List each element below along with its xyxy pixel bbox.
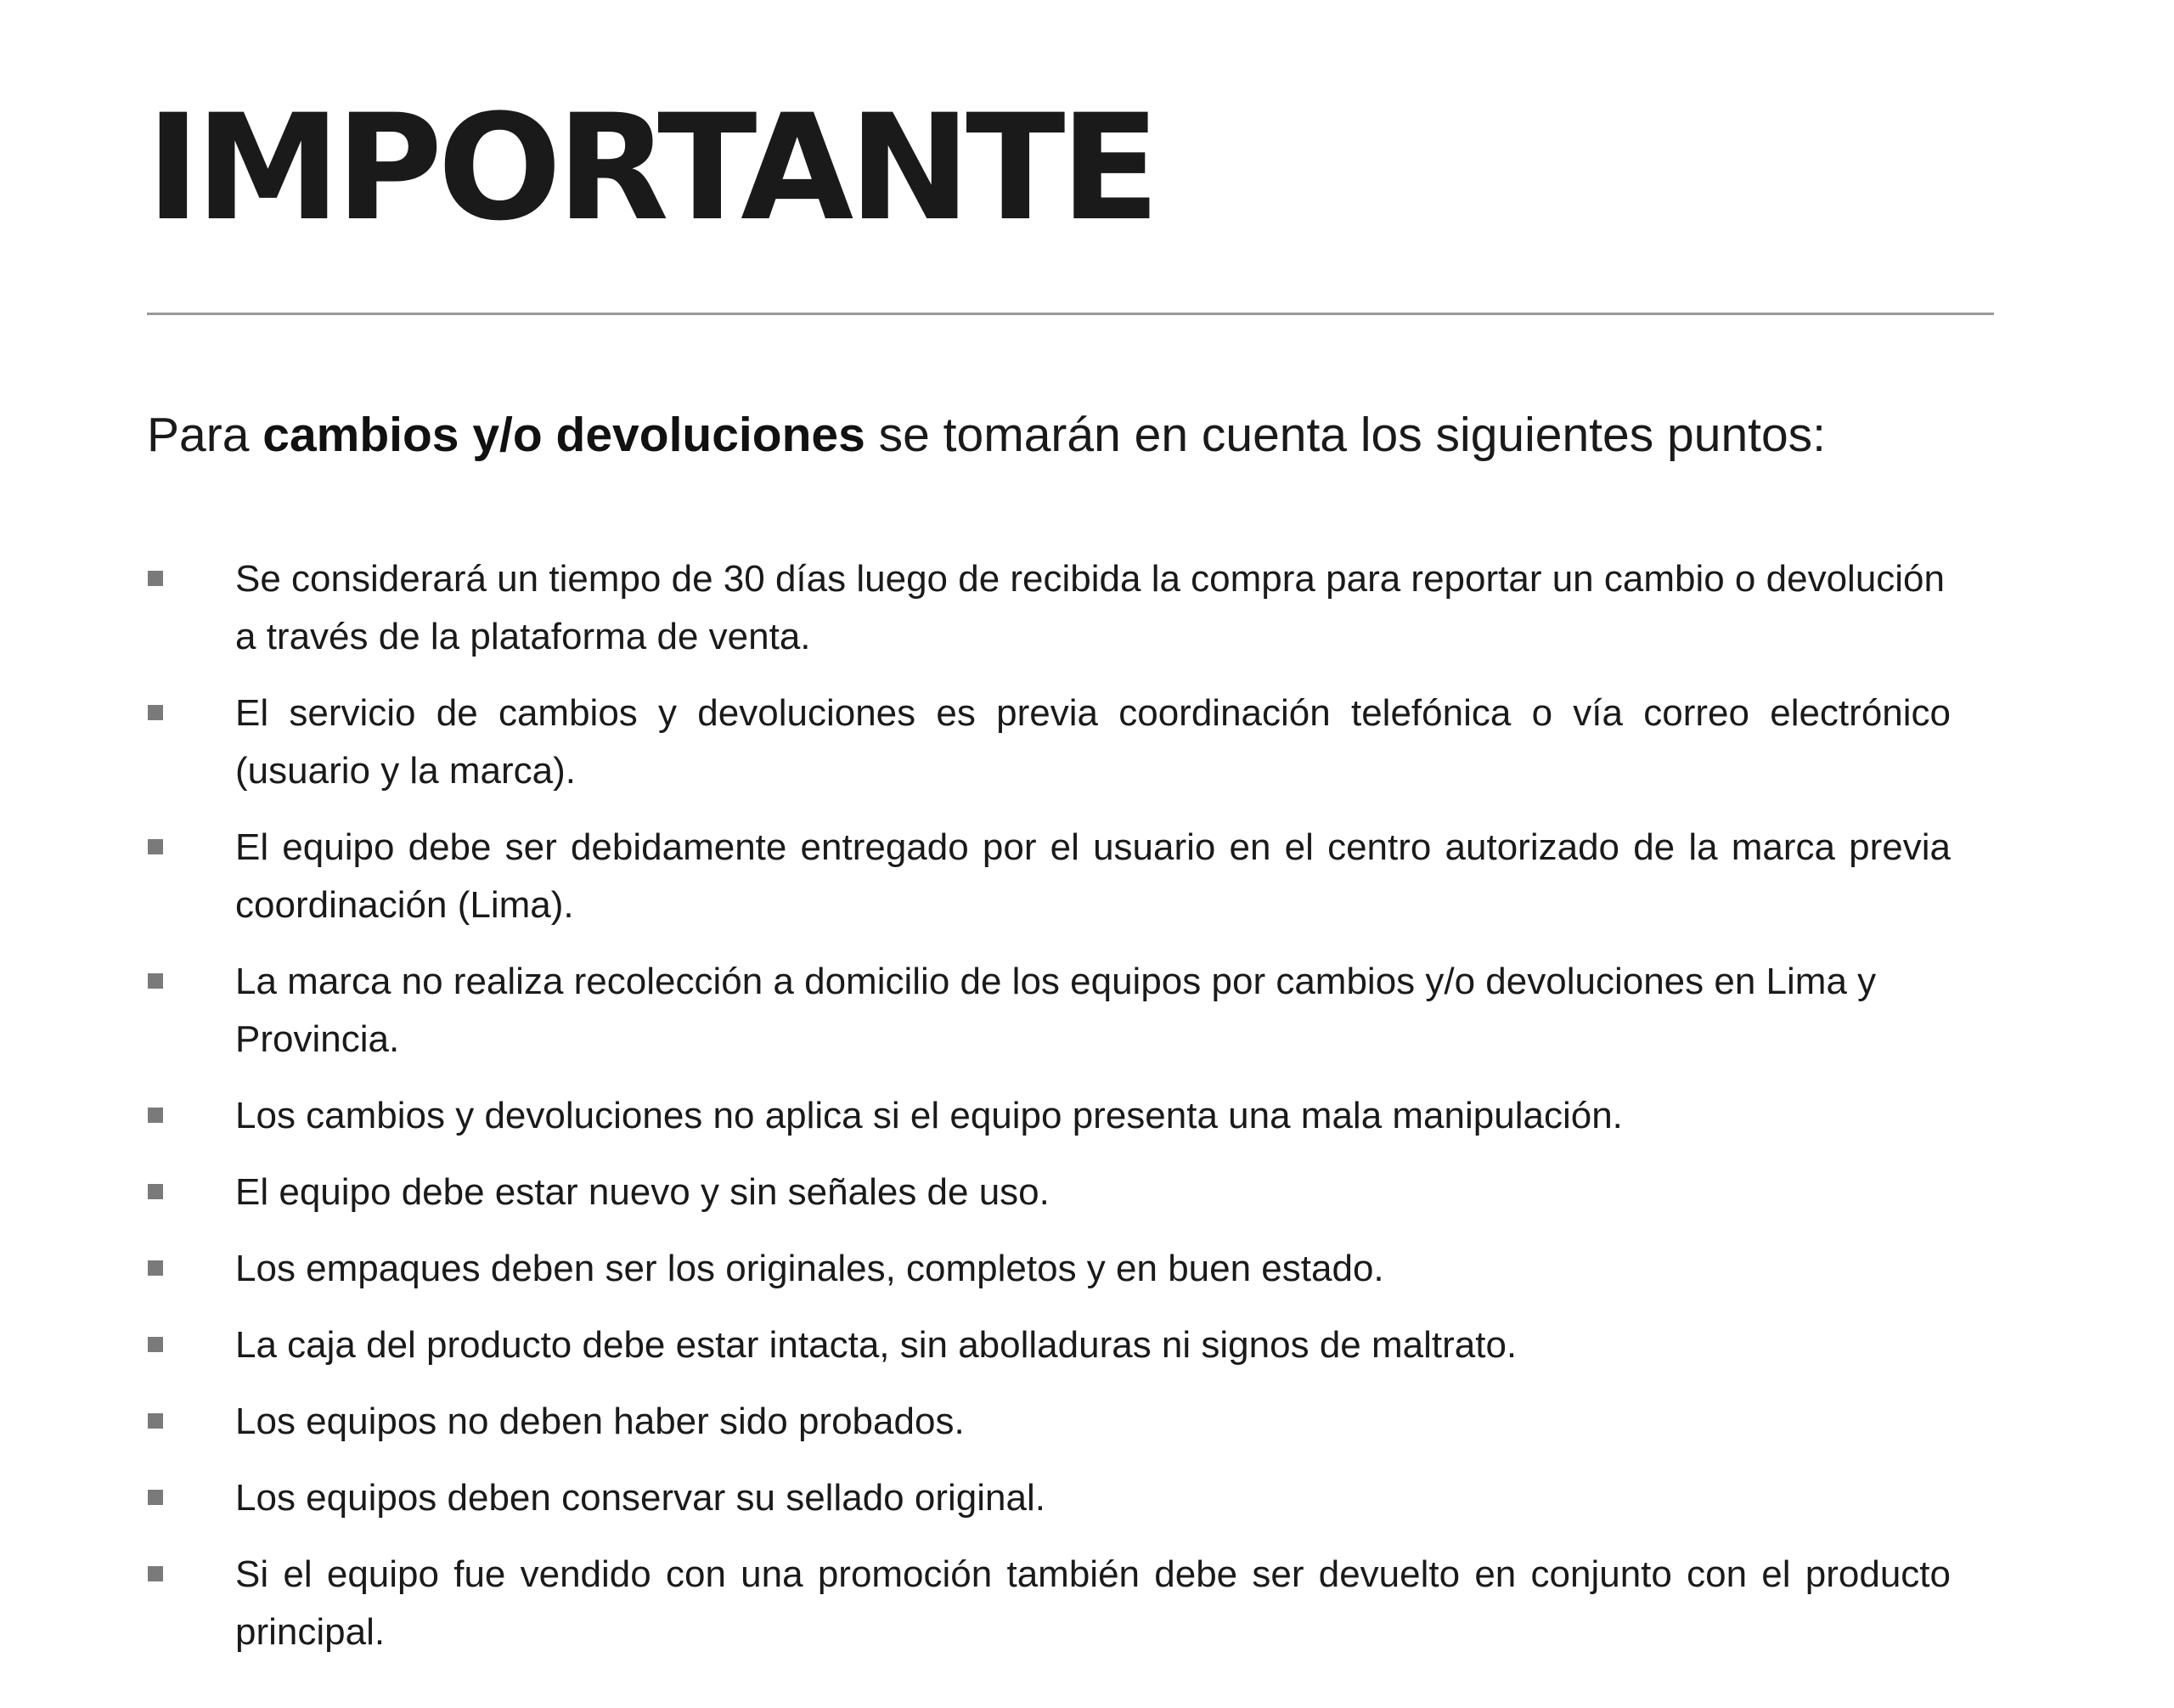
square-bullet-icon bbox=[148, 1566, 163, 1581]
square-bullet-icon bbox=[148, 1184, 163, 1199]
list-item-text: Los equipos no deben haber sido probados. bbox=[235, 1401, 965, 1442]
list-item-text: Los cambios y devoluciones no aplica si el equipo presenta una mala manipulación. bbox=[235, 1095, 1623, 1136]
list-item-text: El equipo debe estar nuevo y sin señales de uso. bbox=[235, 1171, 1050, 1213]
square-bullet-icon bbox=[148, 1337, 163, 1352]
square-bullet-icon bbox=[148, 1108, 163, 1123]
list-item-text: La caja del producto debe estar intacta, sin abolladuras ni signos de maltrato. bbox=[235, 1324, 1518, 1366]
intro-bold: cambios y/o devoluciones bbox=[262, 408, 865, 462]
list-item-text: El servicio de cambios y devoluciones es previa coordinación telefónica o vía correo electrónico (usuario y la marca). bbox=[235, 692, 1951, 792]
square-bullet-icon bbox=[148, 1490, 163, 1505]
square-bullet-icon bbox=[148, 839, 163, 854]
square-bullet-icon bbox=[148, 705, 163, 720]
page-title: IMPORTANTE bbox=[146, 82, 1156, 253]
list-item-text: Los equipos deben conservar su sellado original. bbox=[235, 1477, 1045, 1519]
square-bullet-icon bbox=[148, 1413, 163, 1429]
intro-paragraph bbox=[147, 404, 1826, 465]
list-item-text: Los empaques deben ser los originales, completos y en buen estado. bbox=[235, 1248, 1384, 1289]
list-item-text: Si el equipo fue vendido con una promoción también debe ser devuelto en conjunto con el producto principal. bbox=[235, 1553, 1951, 1653]
list-item-text: La marca no realiza recolección a domicilio de los equipos por cambios y/o devoluciones en Lima y Provincia. bbox=[235, 961, 1877, 1060]
intro-suffix: se tomarán en cuenta los siguientes puntos: bbox=[865, 408, 1827, 462]
list-item-text: Se considerará un tiempo de 30 días luego de recibida la compra para reportar un cambio o devolución a través de la plataforma de venta. bbox=[235, 558, 1945, 657]
intro-prefix: Para bbox=[147, 408, 263, 462]
square-bullet-icon bbox=[148, 571, 163, 586]
square-bullet-icon bbox=[148, 1260, 163, 1276]
list-item-text: El equipo debe ser debidamente entregado por el usuario en el centro autorizado de la marca previa coordinación (Lima). bbox=[235, 826, 1951, 926]
square-bullet-icon bbox=[148, 973, 163, 989]
title-divider bbox=[147, 313, 1994, 315]
